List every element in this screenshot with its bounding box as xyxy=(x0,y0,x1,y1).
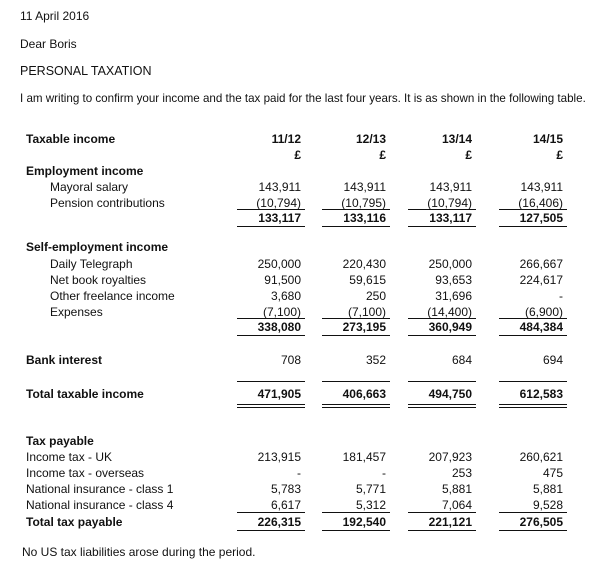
subtotal-underline xyxy=(499,335,567,336)
table-cell: - xyxy=(297,466,301,480)
row-label: Mayoral salary xyxy=(50,180,129,194)
table-cell: - xyxy=(382,466,386,480)
table-cell: 475 xyxy=(542,466,563,480)
letter-heading: PERSONAL TAXATION xyxy=(20,64,152,78)
table-cell: 5,783 xyxy=(270,482,301,496)
table-cell: (14,400) xyxy=(427,305,472,319)
row-label: National insurance - class 4 xyxy=(26,498,174,512)
total-underline xyxy=(408,404,476,405)
subtotal-cell: 484,384 xyxy=(519,320,563,334)
currency-symbol: £ xyxy=(294,148,301,162)
row-label: Daily Telegraph xyxy=(50,257,133,271)
total-tax-payable-label: Total tax payable xyxy=(26,515,123,529)
table-cell: 684 xyxy=(451,353,472,367)
table-cell: 213,915 xyxy=(257,450,301,464)
currency-symbol: £ xyxy=(465,148,472,162)
subtotal-cell: 360,949 xyxy=(428,320,472,334)
row-label: Other freelance income xyxy=(50,289,175,303)
tax-payable-title: Tax payable xyxy=(26,434,94,448)
total-rule xyxy=(237,381,305,382)
table-cell: 31,696 xyxy=(435,289,472,303)
row-label: Income tax - overseas xyxy=(26,466,145,480)
table-cell: (6,900) xyxy=(524,305,563,319)
total-rule xyxy=(322,512,390,513)
total-double-underline xyxy=(237,407,305,408)
self-employment-title: Self-employment income xyxy=(26,240,169,254)
table-cell: 708 xyxy=(280,353,301,367)
salutation: Dear Boris xyxy=(20,37,77,51)
table-cell: 9,528 xyxy=(532,498,563,512)
table-cell: 91,500 xyxy=(264,273,301,287)
subtotal-rule xyxy=(499,209,567,210)
subtotal-rule xyxy=(322,318,390,319)
total-rule xyxy=(237,512,305,513)
year-header: 14/15 xyxy=(532,132,563,146)
total-underline xyxy=(237,404,305,405)
bank-interest-label: Bank interest xyxy=(26,353,103,367)
row-label: Expenses xyxy=(50,305,103,319)
subtotal-cell: 273,195 xyxy=(342,320,386,334)
currency-symbol: £ xyxy=(556,148,563,162)
total-rule xyxy=(322,381,390,382)
total-cell: 221,121 xyxy=(428,515,472,529)
table-cell: 7,064 xyxy=(441,498,472,512)
subtotal-rule xyxy=(237,318,305,319)
table-cell: (10,794) xyxy=(427,196,472,210)
total-rule xyxy=(499,381,567,382)
table-cell: 5,771 xyxy=(355,482,386,496)
total-underline xyxy=(237,530,305,531)
total-cell: 612,583 xyxy=(519,387,563,401)
subtotal-cell: 133,117 xyxy=(429,211,472,225)
row-label: National insurance - class 1 xyxy=(26,482,174,496)
total-underline xyxy=(322,530,390,531)
year-header: 13/14 xyxy=(441,132,472,146)
subtotal-underline xyxy=(237,226,305,227)
subtotal-rule xyxy=(322,209,390,210)
table-cell: 220,430 xyxy=(342,257,386,271)
subtotal-cell: 133,117 xyxy=(258,211,301,225)
table-cell: 250 xyxy=(365,289,386,303)
subtotal-underline xyxy=(499,226,567,227)
total-rule xyxy=(499,512,567,513)
table-cell: 5,881 xyxy=(532,482,563,496)
table-cell: 143,911 xyxy=(429,180,472,194)
table-cell: 5,881 xyxy=(441,482,472,496)
total-cell: 471,905 xyxy=(257,387,301,401)
table-cell: 266,667 xyxy=(519,257,563,271)
letter-date: 11 April 2016 xyxy=(20,9,90,23)
table-cell: (7,100) xyxy=(262,305,301,319)
subtotal-underline xyxy=(408,226,476,227)
table-cell: 352 xyxy=(365,353,386,367)
table-cell: - xyxy=(559,289,563,303)
table-cell: 224,617 xyxy=(519,273,563,287)
table-cell: 143,911 xyxy=(258,180,301,194)
total-double-underline xyxy=(322,407,390,408)
table-cell: 5,312 xyxy=(355,498,386,512)
total-double-underline xyxy=(408,407,476,408)
total-underline xyxy=(408,530,476,531)
subtotal-underline xyxy=(237,335,305,336)
total-cell: 226,315 xyxy=(257,515,301,529)
subtotal-underline xyxy=(322,226,390,227)
table-cell: (7,100) xyxy=(347,305,386,319)
table-cell: 250,000 xyxy=(257,257,301,271)
subtotal-underline xyxy=(408,335,476,336)
total-underline xyxy=(322,404,390,405)
total-double-underline xyxy=(499,407,567,408)
total-underline xyxy=(499,404,567,405)
table-cell: 250,000 xyxy=(428,257,472,271)
table-cell: 694 xyxy=(542,353,563,367)
year-header: 12/13 xyxy=(355,132,386,146)
subtotal-cell: 127,505 xyxy=(519,211,563,225)
subtotal-rule xyxy=(237,209,305,210)
subtotal-cell: 338,080 xyxy=(257,320,301,334)
currency-symbol: £ xyxy=(379,148,386,162)
table-cell: 143,911 xyxy=(520,180,563,194)
total-rule xyxy=(408,381,476,382)
subtotal-cell: 133,116 xyxy=(343,211,386,225)
total-cell: 406,663 xyxy=(342,387,386,401)
total-cell: 494,750 xyxy=(428,387,472,401)
table-cell: 59,615 xyxy=(349,273,386,287)
year-header: 11/12 xyxy=(271,132,301,146)
subtotal-underline xyxy=(322,335,390,336)
total-cell: 276,505 xyxy=(519,515,563,529)
total-underline xyxy=(499,530,567,531)
table-cell: 3,680 xyxy=(270,289,301,303)
table-cell: 143,911 xyxy=(343,180,386,194)
table-cell: (16,406) xyxy=(518,196,563,210)
total-cell: 192,540 xyxy=(342,515,386,529)
table-cell: 207,923 xyxy=(428,450,472,464)
table-cell: 181,457 xyxy=(342,450,386,464)
subtotal-rule xyxy=(408,318,476,319)
table-cell: 260,621 xyxy=(519,450,563,464)
intro-paragraph: I am writing to confirm your income and the tax paid for the last four years. It is as shown in the following table. xyxy=(20,92,586,105)
subtotal-rule xyxy=(499,318,567,319)
employment-title: Employment income xyxy=(26,164,144,178)
subtotal-rule xyxy=(408,209,476,210)
table-cell: (10,795) xyxy=(341,196,386,210)
table-cell: 93,653 xyxy=(435,273,472,287)
table-cell: (10,794) xyxy=(256,196,301,210)
row-label: Income tax - UK xyxy=(26,450,113,464)
row-label: Net book royalties xyxy=(50,273,147,287)
row-label: Pension contributions xyxy=(50,196,165,210)
total-taxable-label: Total taxable income xyxy=(26,387,144,401)
total-rule xyxy=(408,512,476,513)
table-cell: 253 xyxy=(451,466,472,480)
footer-note: No US tax liabilities arose during the period. xyxy=(22,545,256,559)
taxable-income-header: Taxable income xyxy=(26,132,116,146)
table-cell: 6,617 xyxy=(270,498,301,512)
